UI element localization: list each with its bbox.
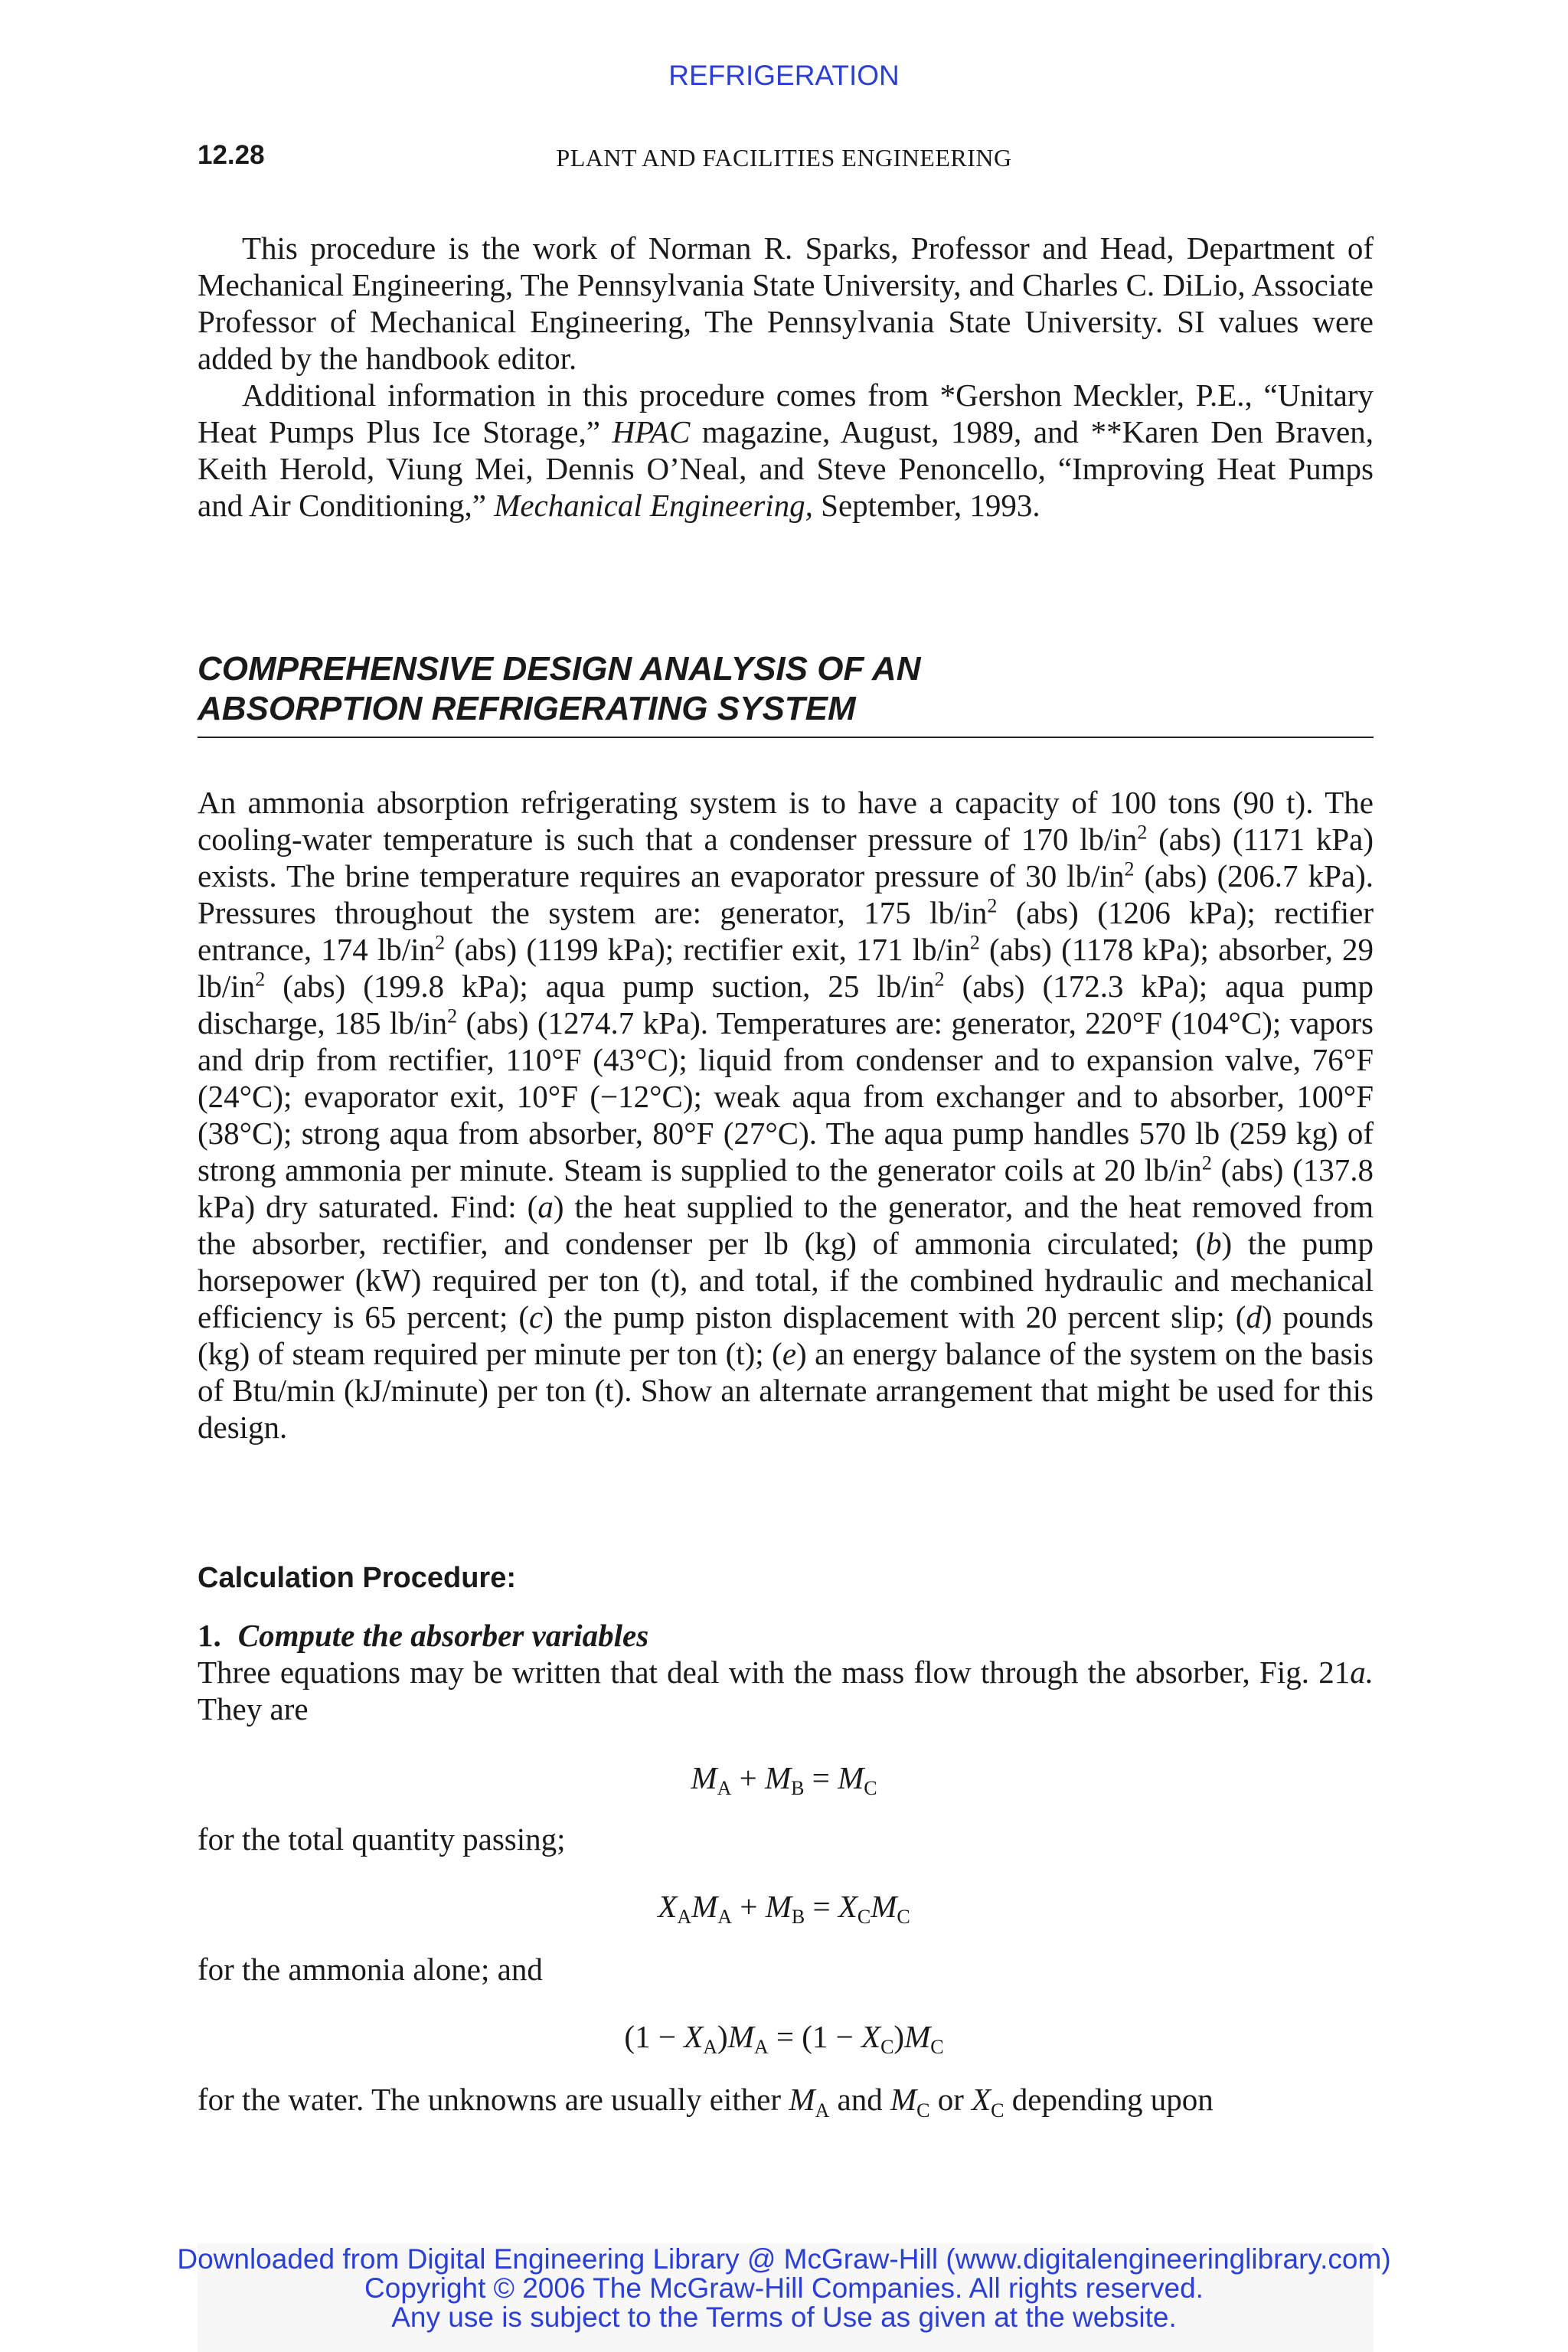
problem-text: ) the pump horsepower (kW) required per ton (t), and total, if the combined hydraulic and mechanical efficiency is 65 percent; (	[198, 1226, 1374, 1334]
credits-text: September, 1993.	[812, 488, 1040, 523]
problem-text: (abs) (199.8 kPa); aqua pump suction, 25 lb/in	[265, 969, 935, 1004]
procedure-text: for the water. The unknowns are usually either	[198, 2082, 789, 2117]
eq-symbol: X	[972, 2082, 991, 2117]
footer-terms: Any use is subject to the Terms of Use as given at the website.	[391, 2301, 1177, 2333]
eq-symbol: M	[765, 1889, 792, 1924]
item-letter: e	[782, 1336, 797, 1371]
step-number: 1.	[198, 1618, 221, 1653]
superscript: 2	[1137, 821, 1148, 844]
eq-operator: +	[731, 1760, 765, 1795]
eq-operator: −	[650, 2019, 684, 2054]
procedure-text: They are	[198, 1691, 309, 1726]
problem-statement	[198, 784, 1374, 1446]
footer-download-link[interactable]: Downloaded from Digital Engineering Library @ McGraw-Hill (www.digitalengineeringlibrary.com)	[177, 2243, 1391, 2275]
eq-symbol: M	[691, 1760, 717, 1795]
superscript: 2	[435, 931, 446, 954]
credits-text: Additional information in this procedure comes from *Gershon Meckler, P.E., “Unitary Heat Pumps Plus Ice Storage,”	[198, 377, 1374, 449]
superscript: 2	[255, 968, 266, 991]
eq-symbol: X	[658, 1889, 678, 1924]
eq-subscript: C	[930, 2036, 944, 2058]
eq-subscript: C	[991, 2099, 1004, 2122]
eq-subscript: A	[815, 2099, 830, 2122]
problem-text: (abs) (1206 kPa); rectifier entrance, 174 lb/in	[198, 895, 1374, 967]
equation-ammonia	[0, 1888, 1568, 1929]
item-letter: a	[537, 1189, 554, 1224]
running-head: PLANT AND FACILITIES ENGINEERING	[556, 144, 1012, 172]
procedure-text: Three equations may be written that deal with the mass flow through the absorber, Fig. 21	[198, 1655, 1351, 1690]
credits-block	[198, 230, 1374, 524]
eq-paren: (1	[802, 2019, 828, 2054]
problem-text: (abs) (1274.7 kPa). Temperatures are: generator, 220°F (104°C); vapors and drip from rectifier, 110°F (43°C); liquid from condenser and to expansion valve, 76°F (24°C); evaporator exit, 10°F (−12°C); weak aqua from exchanger and to absorber, 100°F (38°C); strong aqua from absorber, 80°F (27°C). The aqua pump handles 570 lb (259 kg) of strong ammonia per minute. Steam is supplied to the generator coils at 20 lb/in	[198, 1005, 1374, 1187]
problem-text: ) the pump piston displacement with 20 percent slip; (	[543, 1299, 1246, 1334]
equation-note-1: for the total quantity passing;	[198, 1821, 566, 1857]
problem-text: (abs) (206.7 kPa). Pressures throughout the system are: generator, 175 lb/in	[198, 858, 1374, 930]
problem-paragraph	[198, 784, 1374, 1446]
unknowns-paragraph	[198, 2081, 1374, 2129]
problem-text: An ammonia absorption refrigerating system is to have a capacity of 100 tons (90 t). The cooling-water temperature is such that a condenser pressure of 170 lb/in	[198, 785, 1374, 857]
magazine-name: HPAC	[612, 414, 691, 449]
eq-subscript: A	[677, 1906, 692, 1928]
section-title	[198, 649, 1374, 738]
eq-symbol: M	[904, 2019, 931, 2054]
item-letter: d	[1246, 1299, 1262, 1334]
problem-text: (abs) (137.8 kPa) dry saturated. Find: (	[198, 1152, 1374, 1224]
credits-paragraph-2	[198, 377, 1374, 524]
step-intro-paragraph	[198, 1654, 1374, 1727]
item-letter: c	[529, 1299, 544, 1334]
procedure-text: or	[929, 2082, 972, 2117]
eq-subscript: A	[717, 1777, 732, 1799]
eq-symbol: X	[861, 2019, 881, 2054]
equation-note-3	[198, 2081, 1374, 2129]
journal-name: Mechanical Engineering,	[494, 488, 813, 523]
eq-symbol: M	[764, 1760, 792, 1795]
credits-text: magazine, August, 1989, and **Karen Den Braven, Keith Herold, Viung Mei, Dennis O’Neal, and Steve Penoncello, “Improving Heat Pumps and Air Conditioning,”	[198, 414, 1374, 523]
eq-subscript: B	[791, 1777, 805, 1799]
eq-operator: =	[805, 1889, 838, 1924]
eq-subscript: A	[717, 1906, 733, 1928]
procedure-heading: Calculation Procedure:	[198, 1562, 516, 1594]
eq-paren: (1	[624, 2019, 651, 2054]
section-tag: REFRIGERATION	[668, 60, 900, 91]
eq-paren: )	[893, 2019, 905, 2054]
eq-symbol: M	[871, 1889, 897, 1924]
eq-operator: =	[768, 2019, 802, 2054]
credits-paragraph-1: This procedure is the work of Norman R. Sparks, Professor and Head, Department of Mechanical Engineering, The Pennsylvania State University, and Charles C. DiLio, Associate Professor of Mechanical Engineering, The Pennsylvania State University. SI values were added by the handbook editor.	[198, 230, 1374, 376]
problem-text: ) the heat supplied to the generator, and the heat removed from the absorber, rectifier, and condenser per lb (kg) of ammonia circulated; (	[198, 1189, 1374, 1261]
eq-subscript: C	[857, 1906, 871, 1928]
eq-symbol: M	[691, 1889, 718, 1924]
step-heading	[198, 1617, 648, 1654]
section-title-line-2: ABSORPTION REFRIGERATING SYSTEM	[198, 690, 856, 727]
superscript: 2	[1201, 1152, 1212, 1174]
eq-subscript: C	[916, 2099, 930, 2122]
eq-operator: +	[732, 1889, 766, 1924]
problem-text: ) an energy balance of the system on the basis of Btu/min (kJ/minute) per ton (t). Show an alternate arrangement that might be used for this design.	[198, 1336, 1374, 1445]
superscript: 2	[447, 1004, 458, 1027]
eq-subscript: C	[897, 1906, 910, 1928]
eq-subscript: B	[791, 1906, 805, 1928]
eq-subscript: A	[753, 2036, 769, 2058]
eq-operator: =	[804, 1760, 838, 1795]
section-title-line-1: COMPREHENSIVE DESIGN ANALYSIS OF AN	[198, 650, 921, 688]
problem-text: ) pounds (kg) of steam required per minute per ton (t); (	[198, 1299, 1374, 1371]
superscript: 2	[1124, 858, 1135, 880]
footer-copyright: Copyright © 2006 The McGraw-Hill Companies. All rights reserved.	[364, 2272, 1204, 2304]
eq-subscript: C	[864, 1777, 877, 1799]
problem-text: (abs) (1178 kPa); absorber, 29 lb/in	[198, 932, 1374, 1004]
superscript: 2	[934, 968, 945, 991]
item-letter: b	[1206, 1226, 1222, 1261]
eq-symbol: X	[838, 1889, 858, 1924]
page-number: 12.28	[198, 140, 265, 170]
eq-symbol: M	[838, 1760, 864, 1795]
eq-symbol: M	[890, 2082, 917, 2117]
eq-subscript: C	[880, 2036, 894, 2058]
eq-symbol: X	[684, 2019, 704, 2054]
equation-water	[0, 2018, 1568, 2059]
eq-symbol: M	[727, 2019, 754, 2054]
step-title: Compute the absorber variables	[237, 1618, 649, 1653]
problem-text: (abs) (1171 kPa) exists. The brine temperature requires an evaporator pressure of 30 lb/in	[198, 822, 1374, 893]
superscript: 2	[969, 931, 980, 954]
problem-text: (abs) (1199 kPa); rectifier exit, 171 lb/in	[445, 932, 970, 967]
equation-total-mass	[0, 1759, 1568, 1800]
procedure-text: depending upon	[1004, 2082, 1214, 2117]
eq-paren: )	[717, 2019, 728, 2054]
procedure-text: and	[829, 2082, 890, 2117]
eq-symbol: M	[789, 2082, 815, 2117]
eq-operator: −	[828, 2019, 862, 2054]
eq-subscript: A	[703, 2036, 718, 2058]
step-intro	[198, 1654, 1374, 1727]
equation-note-2: for the ammonia alone; and	[198, 1952, 543, 1987]
figure-ref: a.	[1350, 1655, 1374, 1690]
superscript: 2	[987, 894, 998, 917]
problem-text: (abs) (172.3 kPa); aqua pump discharge, 185 lb/in	[198, 969, 1374, 1040]
